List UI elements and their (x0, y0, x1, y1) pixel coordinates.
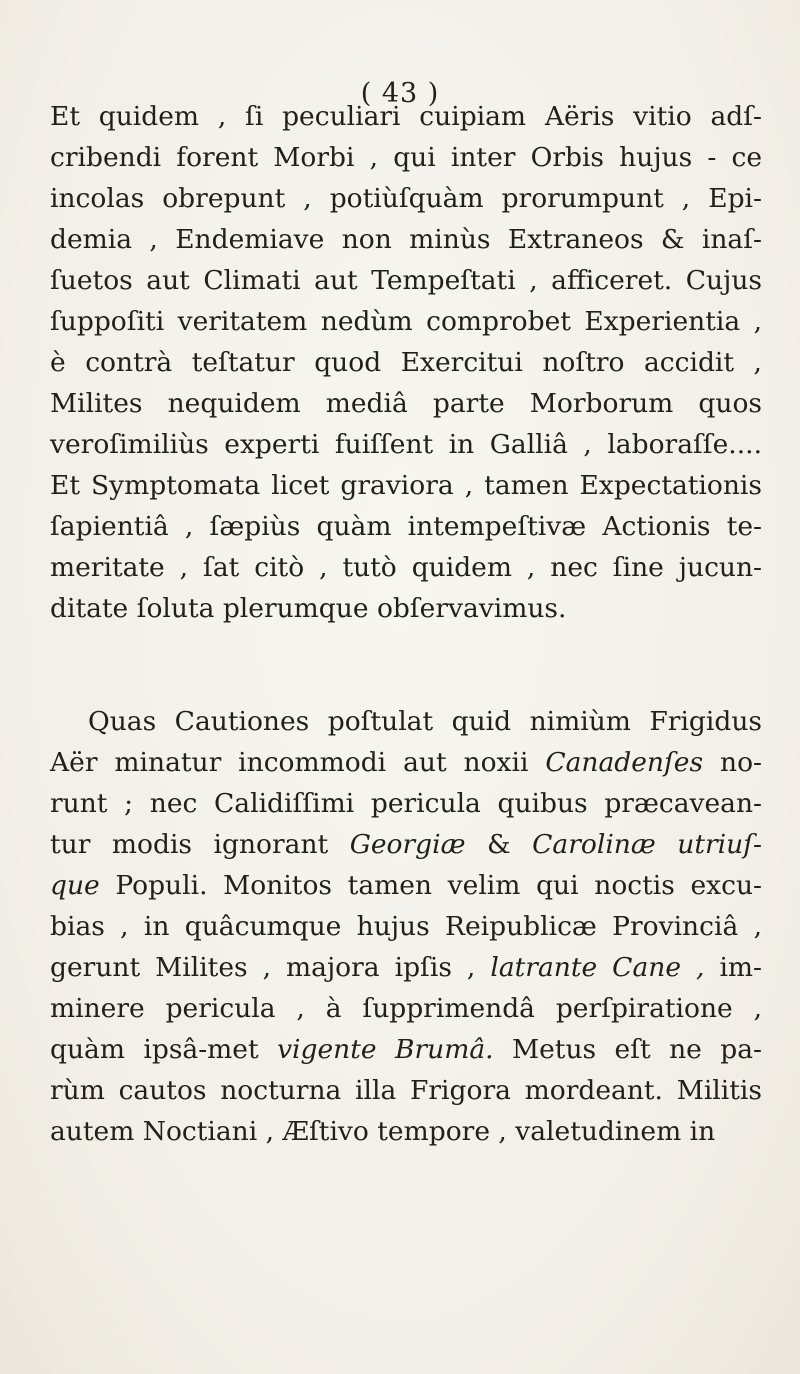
italic-run: vigente Brumâ. (277, 1034, 494, 1065)
italic-run: latrante Cane , (490, 952, 705, 983)
text-line: rùm cautos nocturna illa Frigora mordeant. Militis (50, 1075, 762, 1106)
italic-run: Carolinæ utriuſ- (532, 829, 762, 860)
text-line: è contrà teſtatur quod Exercitui noſtro accidit , (50, 347, 762, 378)
text-line: Quas Cautiones poſtulat quid nimiùm Frigidus (88, 706, 762, 737)
text-line: ditate ſoluta plerumque obſervavimus. (50, 593, 567, 624)
text-line: meritate , ſat citò , tutò quidem , nec ſine jucun- (50, 552, 762, 583)
text-run: Aër minatur incommodi aut noxii (50, 747, 546, 778)
text-line (50, 824, 762, 865)
text-run: quàm ipsâ-met (50, 1034, 278, 1065)
italic-run: Canadenſes (545, 747, 704, 778)
text-run: & (465, 829, 533, 860)
text-line: runt ; nec Calidiſſimi pericula quibus præcavean- (50, 788, 762, 819)
text-line (50, 1029, 762, 1070)
text-line (50, 742, 762, 783)
text-line (50, 865, 762, 906)
text-line: bias , in quâcumque hujus Reipublicæ Provinciâ , (50, 911, 762, 942)
text-line: ſuppoſiti veritatem nedùm comprobet Experientia , (50, 306, 762, 337)
text-line: demia , Endemiave non minùs Extraneos & inaſ- (50, 224, 762, 255)
text-run: Populi. Monitos tamen velim qui noctis excu- (99, 870, 762, 901)
text-run: gerunt Milites , majora ipſis , (50, 952, 491, 983)
text-line: ſapientiâ , ſæpiùs quàm intempeſtivæ Actionis te- (50, 511, 762, 542)
text-line: ſuetos aut Climati aut Tempeſtati , afficeret. Cujus (50, 265, 762, 296)
text-line: autem Noctiani , Æſtivo tempore , valetudinem in (50, 1116, 716, 1147)
text-line: Et quidem , ſi peculiari cuipiam Aëris vitio adſ- (50, 101, 762, 132)
text-line: Et Symptomata licet graviora , tamen Expectationis (50, 470, 762, 501)
text-line: incolas obrepunt , potiùſquàm prorumpunt , Epi- (50, 183, 762, 214)
page-number: ( 43 ) (360, 78, 440, 109)
text-line: cribendi forent Morbi , qui inter Orbis hujus - ce (50, 142, 762, 173)
text-run: im- (704, 952, 763, 983)
text-run: no- (703, 747, 762, 778)
text-run: tur modis ignorant (50, 829, 350, 860)
text-line: minere pericula , à ſupprimendâ perſpiratione , (50, 993, 762, 1024)
text-line: Milites nequidem mediâ parte Morborum quos (50, 388, 762, 419)
italic-run: que (50, 870, 100, 901)
text-line (50, 947, 762, 988)
text-run: Metus eſt ne pa- (493, 1034, 762, 1065)
paragraph-2 (50, 701, 762, 1152)
paragraph-1 (50, 96, 762, 629)
italic-run: Georgiæ (349, 829, 466, 860)
text-line: veroſimiliùs experti fuiſſent in Galliâ , laboraſſe.... (50, 429, 762, 460)
